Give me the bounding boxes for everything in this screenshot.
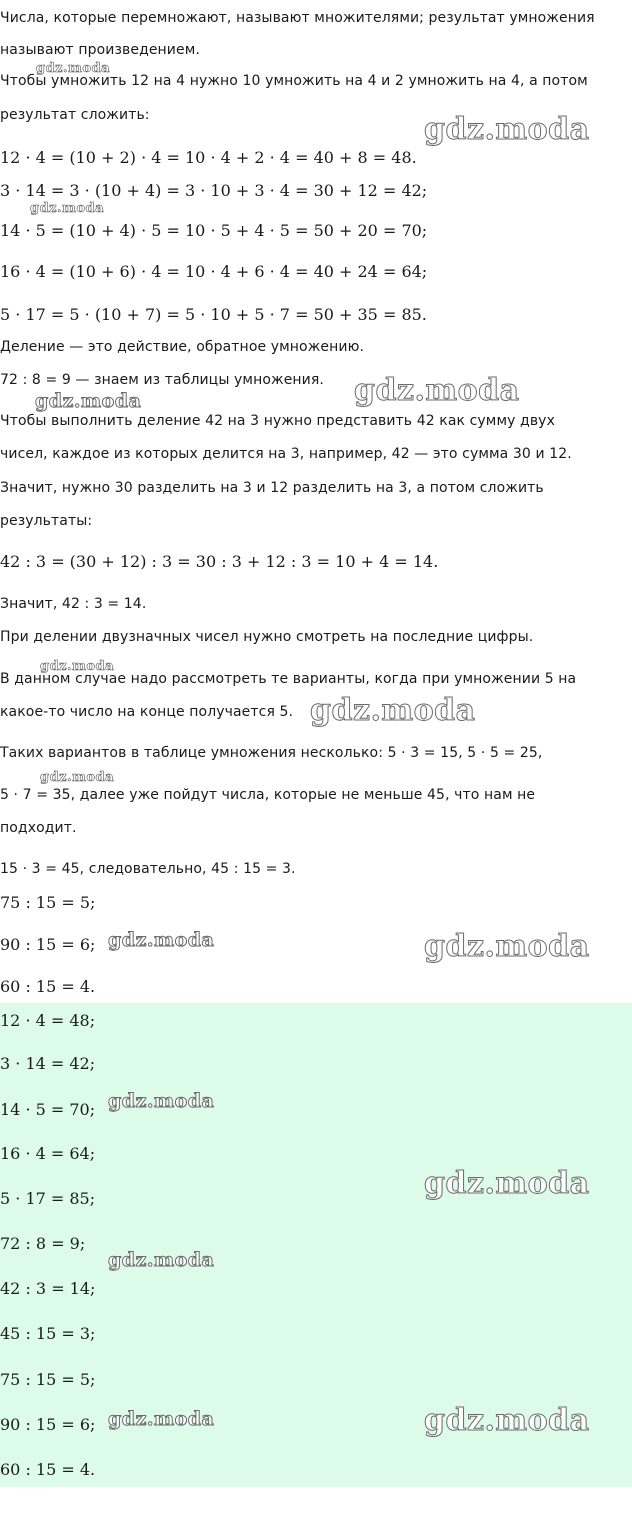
text-line: Таких вариантов в таблице умножения несколько: 5 · 3 = 15, 5 · 5 = 25, bbox=[0, 745, 543, 761]
watermark: gdz.moda bbox=[108, 929, 215, 951]
text-line: результат сложить: bbox=[0, 107, 150, 123]
text-line: При делении двузначных чисел нужно смотреть на последние цифры. bbox=[0, 629, 534, 645]
watermark: gdz.moda bbox=[424, 929, 590, 964]
text-line: 5 · 7 = 35, далее уже пойдут числа, которые не меньше 45, что нам не bbox=[0, 787, 536, 803]
watermark: gdz.moda bbox=[310, 693, 476, 728]
answer-line: 42 : 3 = 14; bbox=[0, 1279, 96, 1298]
watermark: gdz.moda bbox=[354, 373, 520, 408]
watermark: gdz.moda bbox=[424, 1403, 590, 1438]
math-line: 12 · 4 = (10 + 2) · 4 = 10 · 4 + 2 · 4 = 40 + 8 = 48. bbox=[0, 148, 417, 167]
answer-line: 12 · 4 = 48; bbox=[0, 1011, 96, 1030]
text-line: Чтобы выполнить деление 42 на 3 нужно представить 42 как сумму двух bbox=[0, 413, 555, 429]
math-line: 3 · 14 = 3 · (10 + 4) = 3 · 10 + 3 · 4 = 30 + 12 = 42; bbox=[0, 181, 428, 200]
watermark: gdz.moda bbox=[108, 1249, 215, 1271]
answer-line: 14 · 5 = 70; bbox=[0, 1100, 96, 1119]
text-line: Значит, 42 : 3 = 14. bbox=[0, 596, 147, 612]
math-line: 60 : 15 = 4. bbox=[0, 977, 96, 996]
answer-line: 45 : 15 = 3; bbox=[0, 1324, 96, 1343]
math-line: 75 : 15 = 5; bbox=[0, 893, 96, 912]
watermark: gdz.moda bbox=[35, 390, 142, 412]
answer-line: 75 : 15 = 5; bbox=[0, 1370, 96, 1389]
text-line: Значит, нужно 30 разделить на 3 и 12 разделить на 3, а потом сложить bbox=[0, 480, 544, 496]
math-line: 90 : 15 = 6; bbox=[0, 935, 96, 954]
text-line: чисел, каждое из которых делится на 3, например, 42 — это сумма 30 и 12. bbox=[0, 446, 572, 462]
math-line: 14 · 5 = (10 + 4) · 5 = 10 · 5 + 4 · 5 = 50 + 20 = 70; bbox=[0, 221, 428, 240]
answer-line: 60 : 15 = 4. bbox=[0, 1460, 96, 1479]
text-line: 15 · 3 = 45, следовательно, 45 : 15 = 3. bbox=[0, 861, 296, 877]
answer-line: 5 · 17 = 85; bbox=[0, 1189, 96, 1208]
answer-line: 16 · 4 = 64; bbox=[0, 1144, 96, 1163]
watermark: gdz.moda bbox=[108, 1090, 215, 1112]
text-line: 72 : 8 = 9 — знаем из таблицы умножения. bbox=[0, 372, 324, 388]
text-line: подходит. bbox=[0, 820, 77, 836]
math-line: 42 : 3 = (30 + 12) : 3 = 30 : 3 + 12 : 3 = 10 + 4 = 14. bbox=[0, 552, 439, 571]
answer-line: 3 · 14 = 42; bbox=[0, 1054, 96, 1073]
text-line: результаты: bbox=[0, 513, 93, 529]
text-line: В данном случае надо рассмотреть те варианты, когда при умножении 5 на bbox=[0, 671, 577, 687]
watermark: gdz.moda bbox=[108, 1408, 215, 1430]
text-line: называют произведением. bbox=[0, 42, 200, 58]
math-line: 16 · 4 = (10 + 6) · 4 = 10 · 4 + 6 · 4 = 40 + 24 = 64; bbox=[0, 262, 428, 281]
watermark: gdz.moda bbox=[40, 659, 115, 674]
watermark: gdz.moda bbox=[36, 61, 111, 76]
text-line: Числа, которые перемножают, называют множителями; результат умножения bbox=[0, 10, 595, 26]
watermark: gdz.moda bbox=[40, 770, 115, 785]
math-line: 5 · 17 = 5 · (10 + 7) = 5 · 10 + 5 · 7 = 50 + 35 = 85. bbox=[0, 305, 427, 324]
watermark: gdz.moda bbox=[424, 112, 590, 147]
text-line: Деление — это действие, обратное умножению. bbox=[0, 339, 365, 355]
watermark: gdz.moda bbox=[30, 201, 105, 216]
answer-line: 90 : 15 = 6; bbox=[0, 1415, 96, 1434]
text-line: какое-то число на конце получается 5. bbox=[0, 704, 294, 720]
text-line: Чтобы умножить 12 на 4 нужно 10 умножить на 4 и 2 умножить на 4, а потом bbox=[0, 73, 588, 89]
watermark: gdz.moda bbox=[424, 1166, 590, 1201]
answer-line: 72 : 8 = 9; bbox=[0, 1234, 86, 1253]
